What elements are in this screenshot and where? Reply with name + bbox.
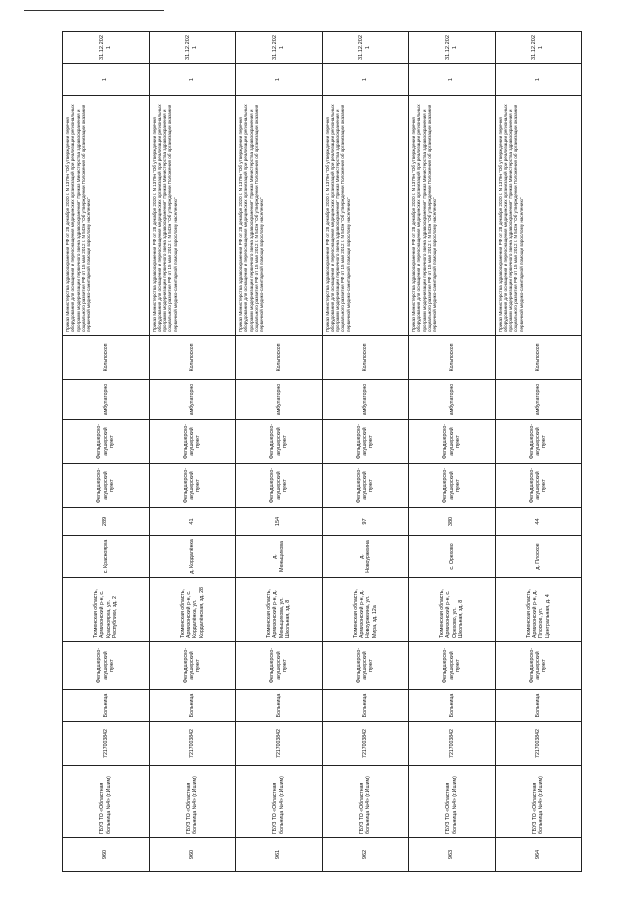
care-form-cell: амбулаторно bbox=[236, 380, 323, 420]
unit-type-cell: Фельдшерско-акушерский пункт bbox=[409, 420, 496, 464]
unit-type-cell: Фельдшерско-акушерский пункт bbox=[63, 464, 150, 508]
org-type-cell: Больница bbox=[322, 690, 409, 722]
legal-basis-cell: Приказ Министерства здравоохранения РФ от 28 декабря 2020 г. N 1379н "Об утверждении перечня оборудования для оснащения и переоснащения медицинских организаций при реализации региональных программ модернизации первичного звена здравоохранения" Приказ Министерства здравоохранения и социального развития РФ от 15 мая 2012 г. N 543н "Об утверждении Положения об организации оказания первичной медико-санитарной помощи взрослому населению" bbox=[63, 96, 150, 336]
legal-basis-cell: Приказ Министерства здравоохранения РФ от 28 декабря 2020 г. N 1379н "Об утверждении перечня оборудования для оснащения и переоснащения медицинских организаций при реализации региональных программ модернизации первичного звена здравоохранения" Приказ Министерства здравоохранения и социального развития РФ от 15 мая 2012 г. N 543н "Об утверждении Положения об организации оказания первичной медико-санитарной помощи взрослому населению" bbox=[149, 96, 236, 336]
address-cell: Тюменская область, Армизонский р-н, с. Кордалёнка, ул. Кордалёнская, зд. 28 bbox=[149, 578, 236, 642]
address-cell: Тюменская область, Армизонский р-н, д. Меньщикова, ул. Школьная, зд. 8 bbox=[236, 578, 323, 642]
row-number-cell: 960 bbox=[149, 838, 236, 872]
organization-cell: ГБУЗ ТО «Областная больница №4» (г.Ишим) bbox=[149, 766, 236, 838]
resource-cell: Кольпоскоп bbox=[236, 336, 323, 380]
row-number-cell: 960 bbox=[63, 838, 150, 872]
subdivision-cell: Фельдшерско-акушерский пункт bbox=[322, 642, 409, 690]
population-cell: 44 bbox=[495, 508, 582, 536]
legal-basis-cell: Приказ Министерства здравоохранения РФ от 28 декабря 2020 г. N 1379н "Об утверждении перечня оборудования для оснащения и переоснащения медицинских организаций при реализации региональных программ модернизации первичного звена здравоохранения" Приказ Министерства здравоохранения и социального развития РФ от 15 мая 2012 г. N 543н "Об утверждении Положения об организации оказания первичной медико-санитарной помощи взрослому населению" bbox=[236, 96, 323, 336]
row-number-cell: 963 bbox=[409, 838, 496, 872]
org-type-cell: Больница bbox=[236, 690, 323, 722]
unit-type-cell: Фельдшерско-акушерский пункт bbox=[63, 420, 150, 464]
care-form-cell: амбулаторно bbox=[495, 380, 582, 420]
date-cell: 31.12.2021 bbox=[63, 32, 150, 64]
quantity-cell: 1 bbox=[63, 64, 150, 96]
quantity-cell: 1 bbox=[149, 64, 236, 96]
resource-cell: Кольпоскоп bbox=[409, 336, 496, 380]
subdivision-cell: Фельдшерско-акушерский пункт bbox=[409, 642, 496, 690]
settlement-cell: с. Красноярка bbox=[63, 536, 150, 578]
organization-cell: ГБУЗ ТО «Областная больница №4» (г.Ишим) bbox=[322, 766, 409, 838]
table-row bbox=[63, 32, 150, 872]
inn-cell: 7217003842 bbox=[63, 722, 150, 766]
inn-cell: 7217003842 bbox=[409, 722, 496, 766]
subdivision-cell: Фельдшерско-акушерский пункт bbox=[63, 642, 150, 690]
unit-type-cell: Фельдшерско-акушерский пункт bbox=[495, 464, 582, 508]
org-type-cell: Больница bbox=[495, 690, 582, 722]
inn-cell: 7217003842 bbox=[149, 722, 236, 766]
population-cell: 289 bbox=[63, 508, 150, 536]
legal-basis-cell: Приказ Министерства здравоохранения РФ от 28 декабря 2020 г. N 1379н "Об утверждении перечня оборудования для оснащения и переоснащения медицинских организаций при реализации региональных программ модернизации первичного звена здравоохранения" Приказ Министерства здравоохранения и социального развития РФ от 15 мая 2012 г. N 543н "Об утверждении Положения об организации оказания первичной медико-санитарной помощи взрослому населению" bbox=[409, 96, 496, 336]
row-number-cell: 961 bbox=[236, 838, 323, 872]
population-cell: 380 bbox=[409, 508, 496, 536]
quantity-cell: 1 bbox=[495, 64, 582, 96]
subdivision-cell: Фельдшерско-акушерский пункт bbox=[149, 642, 236, 690]
unit-type-cell: Фельдшерско-акушерский пункт bbox=[149, 420, 236, 464]
date-cell: 31.12.2021 bbox=[149, 32, 236, 64]
organization-cell: ГБУЗ ТО «Областная больница №4» (г.Ишим) bbox=[409, 766, 496, 838]
unit-type-cell: Фельдшерско-акушерский пункт bbox=[322, 464, 409, 508]
unit-type-cell: Фельдшерско-акушерский пункт bbox=[149, 464, 236, 508]
resource-cell: Кольпоскоп bbox=[322, 336, 409, 380]
table-row bbox=[409, 32, 496, 872]
table-row bbox=[495, 32, 582, 872]
unit-type-cell: Фельдшерско-акушерский пункт bbox=[409, 464, 496, 508]
date-cell: 31.12.2021 bbox=[236, 32, 323, 64]
inn-cell: 7217003842 bbox=[322, 722, 409, 766]
date-cell: 31.12.2021 bbox=[409, 32, 496, 64]
subdivision-cell: Фельдшерско-акушерский пункт bbox=[236, 642, 323, 690]
resource-cell: Кольпоскоп bbox=[149, 336, 236, 380]
table-body bbox=[63, 32, 582, 872]
settlement-cell: д. Меньщикова bbox=[236, 536, 323, 578]
address-cell: Тюменская область, Армизонский р-н, с. Красноярка, ул. Республики, зд. 2 bbox=[63, 578, 150, 642]
org-type-cell: Больница bbox=[149, 690, 236, 722]
resource-cell: Кольпоскоп bbox=[63, 336, 150, 380]
table-row bbox=[322, 32, 409, 872]
unit-type-cell: Фельдшерско-акушерский пункт bbox=[495, 420, 582, 464]
care-form-cell: амбулаторно bbox=[322, 380, 409, 420]
address-cell: Тюменская область, Армизонский р-н, д. Новоуржеина, ул. Мира, зд. 12а bbox=[322, 578, 409, 642]
inn-cell: 7217003842 bbox=[495, 722, 582, 766]
care-form-cell: амбулаторно bbox=[149, 380, 236, 420]
population-cell: 154 bbox=[236, 508, 323, 536]
inn-cell: 7217003842 bbox=[236, 722, 323, 766]
quantity-cell: 1 bbox=[409, 64, 496, 96]
row-number-cell: 962 bbox=[322, 838, 409, 872]
settlement-cell: д. Новоуржеина bbox=[322, 536, 409, 578]
settlement-cell: д. Кордалёнка bbox=[149, 536, 236, 578]
address-cell: Тюменская область, Армизонский р-н, д. Плоское, ул. Центральная, д. 4 bbox=[495, 578, 582, 642]
date-cell: 31.12.2021 bbox=[322, 32, 409, 64]
population-cell: 41 bbox=[149, 508, 236, 536]
quantity-cell: 1 bbox=[322, 64, 409, 96]
address-cell: Тюменская область, Армизонский р-н, с. Орехово, ул. Школьная, зд. 8 bbox=[409, 578, 496, 642]
page-edge-mark bbox=[24, 10, 164, 11]
rotated-table-wrapper bbox=[62, 32, 582, 872]
settlement-cell: д. Плоское bbox=[495, 536, 582, 578]
resource-cell: Кольпоскоп bbox=[495, 336, 582, 380]
organization-cell: ГБУЗ ТО «Областная больница №4» (г.Ишим) bbox=[236, 766, 323, 838]
row-number-cell: 964 bbox=[495, 838, 582, 872]
organization-cell: ГБУЗ ТО «Областная больница №4» (г.Ишим) bbox=[495, 766, 582, 838]
unit-type-cell: Фельдшерско-акушерский пункт bbox=[236, 420, 323, 464]
date-cell: 31.12.2021 bbox=[495, 32, 582, 64]
equipment-table bbox=[62, 31, 582, 872]
quantity-cell: 1 bbox=[236, 64, 323, 96]
settlement-cell: с. Орехово bbox=[409, 536, 496, 578]
legal-basis-cell: Приказ Министерства здравоохранения РФ от 28 декабря 2020 г. N 1379н "Об утверждении перечня оборудования для оснащения и переоснащения медицинских организаций при реализации региональных программ модернизации первичного звена здравоохранения" Приказ Министерства здравоохранения и социального развития РФ от 15 мая 2012 г. N 543н "Об утверждении Положения об организации оказания первичной медико-санитарной помощи взрослому населению" bbox=[495, 96, 582, 336]
table-row bbox=[149, 32, 236, 872]
org-type-cell: Больница bbox=[63, 690, 150, 722]
unit-type-cell: Фельдшерско-акушерский пункт bbox=[236, 464, 323, 508]
org-type-cell: Больница bbox=[409, 690, 496, 722]
care-form-cell: амбулаторно bbox=[409, 380, 496, 420]
legal-basis-cell: Приказ Министерства здравоохранения РФ от 28 декабря 2020 г. N 1379н "Об утверждении перечня оборудования для оснащения и переоснащения медицинских организаций при реализации региональных программ модернизации первичного звена здравоохранения" Приказ Министерства здравоохранения и социального развития РФ от 15 мая 2012 г. N 543н "Об утверждении Положения об организации оказания первичной медико-санитарной помощи взрослому населению" bbox=[322, 96, 409, 336]
unit-type-cell: Фельдшерско-акушерский пункт bbox=[322, 420, 409, 464]
care-form-cell: амбулаторно bbox=[63, 380, 150, 420]
population-cell: 97 bbox=[322, 508, 409, 536]
subdivision-cell: Фельдшерско-акушерский пункт bbox=[495, 642, 582, 690]
table-row bbox=[236, 32, 323, 872]
organization-cell: ГБУЗ ТО «Областная больница №4» (г.Ишим) bbox=[63, 766, 150, 838]
